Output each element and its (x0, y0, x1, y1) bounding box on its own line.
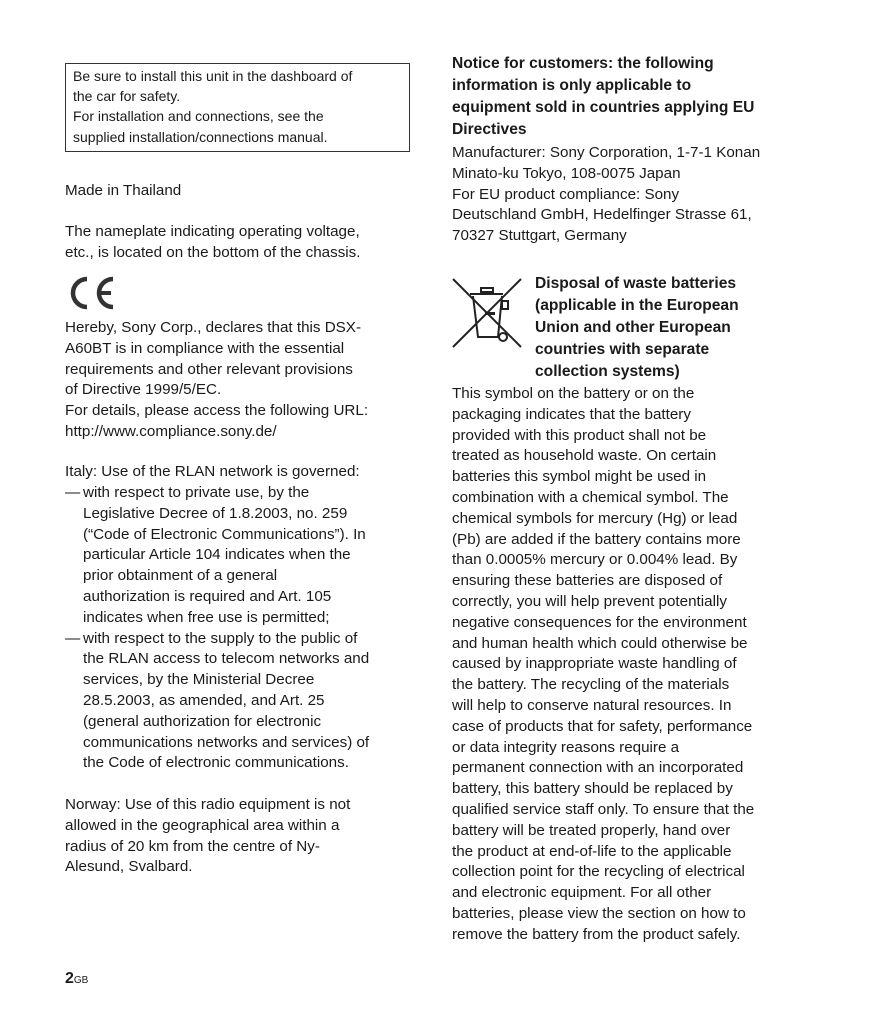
text-line: countries with separate (535, 341, 710, 358)
italy-list-line (65, 525, 369, 546)
text-line: chemical symbols for mercury (Hg) or lead (452, 509, 738, 527)
text-line: Made in Thailand (65, 182, 182, 199)
text-line: (general authorization for electronic (83, 712, 322, 730)
text-line: case of products that for safety, performance (452, 717, 753, 735)
text-line: A60BT is in compliance with the essential (65, 339, 345, 357)
disposal-heading (535, 273, 739, 383)
text-line: combination with a chemical symbol. The (452, 488, 729, 506)
notice-heading (452, 53, 754, 141)
text-line: negative consequences for the environment (452, 613, 747, 631)
text-line: will help to conserve natural resources. In (452, 696, 732, 714)
text-line: Be sure to install this unit in the dashboard of (73, 68, 353, 84)
text-line: provided with this product shall not be (452, 426, 707, 444)
text-line: radius of 20 km from the centre of Ny- (65, 837, 320, 855)
text-line: permanent connection with an incorporated (452, 759, 744, 777)
text-line: Disposal of waste batteries (535, 275, 737, 292)
text-line: the Code of electronic communications. (83, 754, 349, 772)
text-line: packaging indicates that the battery (452, 405, 691, 423)
italy-list-line (65, 566, 369, 587)
text-line: and human health which could otherwise be (452, 634, 748, 652)
text-line: Notice for customers: the following (452, 55, 714, 72)
text-line: with respect to private use, by the (83, 484, 310, 501)
text-line: the car for safety. (73, 88, 181, 105)
text-line: battery will be treated properly, hand over (452, 821, 731, 839)
page-number-value: 2 (65, 970, 74, 987)
text-line: For details, please access the following URL: (65, 402, 369, 420)
text-line: Legislative Decree of 1.8.2003, no. 259 (83, 504, 348, 522)
text-line: qualified service staff only. To ensure that the (452, 800, 755, 818)
text-line: Deutschland GmbH, Hedelfinger Strasse 61, (452, 206, 752, 224)
text-line: Manufacturer: Sony Corporation, 1-7-1 Konan (452, 144, 761, 161)
text-line: correctly, you will help prevent potentially (452, 592, 727, 610)
made-in-text (65, 181, 181, 202)
text-line: with respect to the supply to the public of (83, 629, 358, 647)
text-line: and electronic equipment. For all other (452, 884, 712, 902)
text-line: the RLAN access to telecom networks and (83, 650, 370, 668)
text-line: Union and other European (535, 319, 731, 336)
text-line: remove the battery from the product safely. (452, 925, 741, 943)
page-suffix: GB (73, 975, 89, 986)
text-line: the product at end-of-life to the applicable (452, 842, 732, 860)
text-line: battery, this battery should be replaced by (452, 780, 733, 798)
text-line: Norway: Use of this radio equipment is not (65, 796, 351, 813)
text-line: equipment sold in countries applying EU (452, 99, 755, 116)
text-line: caused by inappropriate waste handling of (452, 655, 737, 673)
text-line: Italy: Use of the RLAN network is governed: (65, 463, 360, 480)
text-line: collection systems) (535, 363, 680, 380)
text-line: allowed in the geographical area within a (65, 816, 340, 834)
italy-list-line (65, 483, 369, 504)
text-line: of Directive 1999/5/EC. (65, 381, 222, 399)
text-line: Minato-ku Tokyo, 108-0075 Japan (452, 164, 681, 182)
text-line: prior obtainment of a general (83, 567, 278, 585)
text-line: communications networks and services) of (83, 733, 370, 751)
text-line: The nameplate indicating operating voltage, (65, 223, 360, 240)
italy-list-line (65, 712, 369, 733)
safety-notice-box (65, 63, 410, 152)
dash-bullet: — (65, 629, 81, 647)
ce-mark-icon (67, 276, 117, 310)
dash-bullet: — (65, 484, 81, 501)
text-line: than 0.0005% mercury or 0.004% lead. By (452, 551, 738, 569)
text-line: requirements and other relevant provisions (65, 360, 353, 378)
text-line: treated as household waste. On certain (452, 447, 717, 465)
nameplate-text (65, 222, 360, 264)
text-line: indicates when free use is permitted; (83, 608, 330, 626)
italy-list-line (65, 691, 369, 712)
notice-body (452, 143, 760, 247)
text-line: etc., is located on the bottom of the chassis. (65, 243, 361, 261)
italy-list-line (65, 587, 369, 608)
text-line: For installation and connections, see the (73, 108, 324, 125)
page-number (65, 970, 88, 988)
declaration-text (65, 318, 368, 443)
text-line: or data integrity reasons require a (452, 738, 680, 756)
text-line: batteries this symbol might be used in (452, 468, 707, 486)
text-line: particular Article 104 indicates when the (83, 546, 351, 564)
italy-list-line (65, 733, 369, 754)
italy-list-line (65, 649, 369, 670)
text-line: (applicable in the European (535, 297, 739, 314)
text-line: the battery. The recycling of the materials (452, 676, 730, 694)
italy-list-line (65, 608, 369, 629)
italy-title (65, 462, 360, 483)
text-line: (Pb) are added if the battery contains more (452, 530, 741, 548)
text-line: information is only applicable to (452, 77, 692, 94)
italy-list-line (65, 504, 369, 525)
text-line: Hereby, Sony Corp., declares that this DSX- (65, 319, 361, 336)
disposal-body (452, 384, 754, 946)
text-line: Directives (452, 121, 527, 138)
text-line: collection point for the recycling of electrical (452, 863, 745, 881)
text-line: 28.5.2003, as amended, and Art. 25 (83, 691, 325, 709)
text-line: authorization is required and Art. 105 (83, 587, 332, 605)
italy-list-line (65, 629, 369, 650)
italy-list (65, 483, 369, 774)
text-line: ensuring these batteries are disposed of (452, 572, 723, 590)
text-line: Alesund, Svalbard. (65, 858, 193, 876)
safety-notice-text (73, 66, 352, 147)
text-line: For EU product compliance: Sony (452, 185, 680, 203)
text-line: supplied installation/connections manual. (73, 128, 328, 145)
italy-list-line (65, 545, 369, 566)
text-line: http://www.compliance.sony.de/ (65, 422, 277, 440)
text-line: (“Code of Electronic Communications”). In (83, 525, 366, 543)
italy-list-line (65, 753, 369, 774)
text-line: services, by the Ministerial Decree (83, 671, 315, 689)
norway-text (65, 795, 350, 878)
italy-list-line (65, 670, 369, 691)
crossed-out-wheeled-bin-icon (451, 277, 523, 349)
text-line: This symbol on the battery or on the (452, 385, 695, 402)
text-line: 70327 Stuttgart, Germany (452, 227, 627, 245)
text-line: batteries, please view the section on how to (452, 904, 746, 922)
